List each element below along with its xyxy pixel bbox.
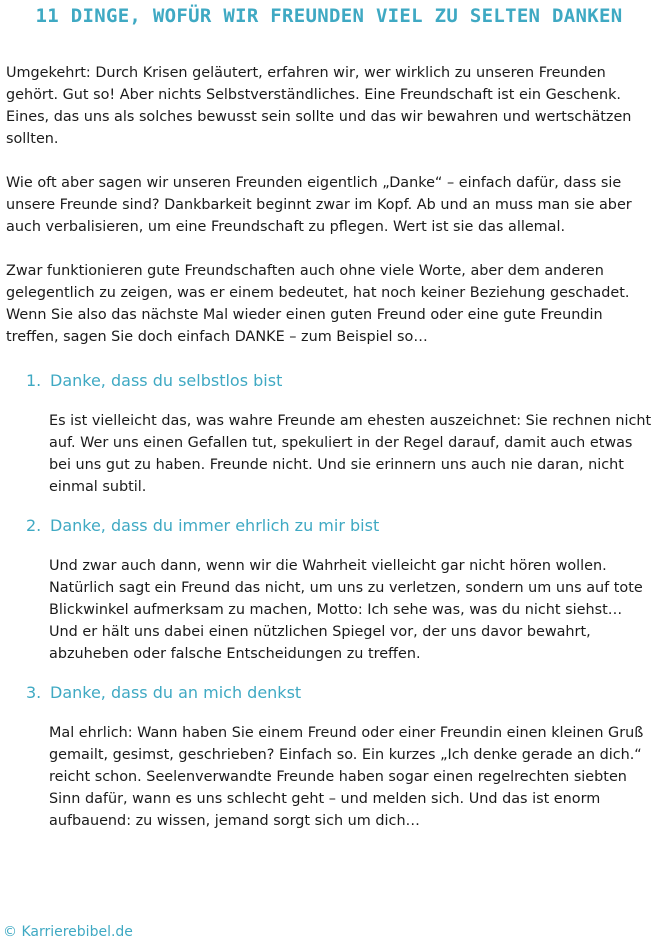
intro-paragraph: Wie oft aber sagen wir unseren Freunden eigentlich „Danke“ – einfach dafür, dass sie unsere Freunde sind? Dankbarkeit beginnt zwar im Kopf. Ab und an muss man sie aber auch verbalisieren, um eine Freundschaft zu pflegen. Wert ist sie das allemal. [6, 175, 632, 235]
copyright-footer: © Karrierebibel.de [3, 924, 133, 940]
numbered-list [6, 370, 654, 832]
article-body [6, 62, 654, 832]
list-item-text: Und zwar auch dann, wenn wir die Wahrheit vielleicht gar nicht hören wollen. Natürlich sagt ein Freund das nicht, um uns zu verletzen, sondern um uns auf tote Blickwinkel aufmerksam zu machen, Motto: Ich sehe was, was du nicht siehst… Und er hält uns dabei einen nützlichen Spiegel vor, der uns davor bewahrt, abzuheben oder falsche Entscheidungen zu treffen. [49, 558, 643, 662]
list-item-heading [6, 370, 654, 392]
list-item [6, 682, 654, 832]
list-item-text: Mal ehrlich: Wann haben Sie einem Freund oder einer Freundin einen kleinen Gruß gemailt, gesimst, geschrieben? Einfach so. Ein kurzes „Ich denke gerade an dich.“ reicht schon. Seelenverwandte Freunde haben sogar einen regelrechten siebten Sinn dafür, wann es uns schlecht geht – und melden sich. Und das ist enorm aufbauend: zu wissen, jemand sorgt sich um dich… [49, 725, 644, 829]
list-item-title: Danke, dass du immer ehrlich zu mir bist [50, 516, 380, 535]
intro-paragraph: Zwar funktionieren gute Freundschaften auch ohne viele Worte, aber dem anderen gelegentlich zu zeigen, was er einem bedeutet, hat noch keiner Beziehung geschadet. Wenn Sie also das nächste Mal wieder einen guten Freund oder eine gute Freundin treffen, sagen Sie doch einfach DANKE – zum Beispiel so… [6, 263, 630, 345]
intro-paragraph: Umgekehrt: Durch Krisen geläutert, erfahren wir, wer wirklich zu unseren Freunden gehört. Gut so! Aber nichts Selbstverständliches. Eine Freundschaft ist ein Geschenk. Eines, das uns als solches bewusst sein sollte und das wir bewahren und wertschätzen sollten. [6, 65, 632, 147]
list-item-heading [6, 682, 654, 704]
list-item-text: Es ist vielleicht das, was wahre Freunde am ehesten auszeichnet: Sie rechnen nicht auf. Wer uns einen Gefallen tut, spekuliert in der Regel darauf, damit auch etwas bei uns gut zu haben. Freunde nicht. Und sie erinnern uns auch nie daran, nicht einmal subtil. [49, 413, 652, 495]
list-item-number: 2. [26, 516, 42, 535]
list-item-heading [6, 515, 654, 537]
list-item-number: 1. [26, 371, 42, 390]
list-item-title: Danke, dass du selbstlos bist [50, 371, 283, 390]
page-title: 11 DINGE, WOFÜR WIR FREUNDEN VIEL ZU SELTEN DANKEN [35, 5, 623, 27]
list-item-title: Danke, dass du an mich denkst [50, 683, 302, 702]
list-item [6, 370, 654, 498]
list-item [6, 515, 654, 665]
list-item-number: 3. [26, 683, 42, 702]
